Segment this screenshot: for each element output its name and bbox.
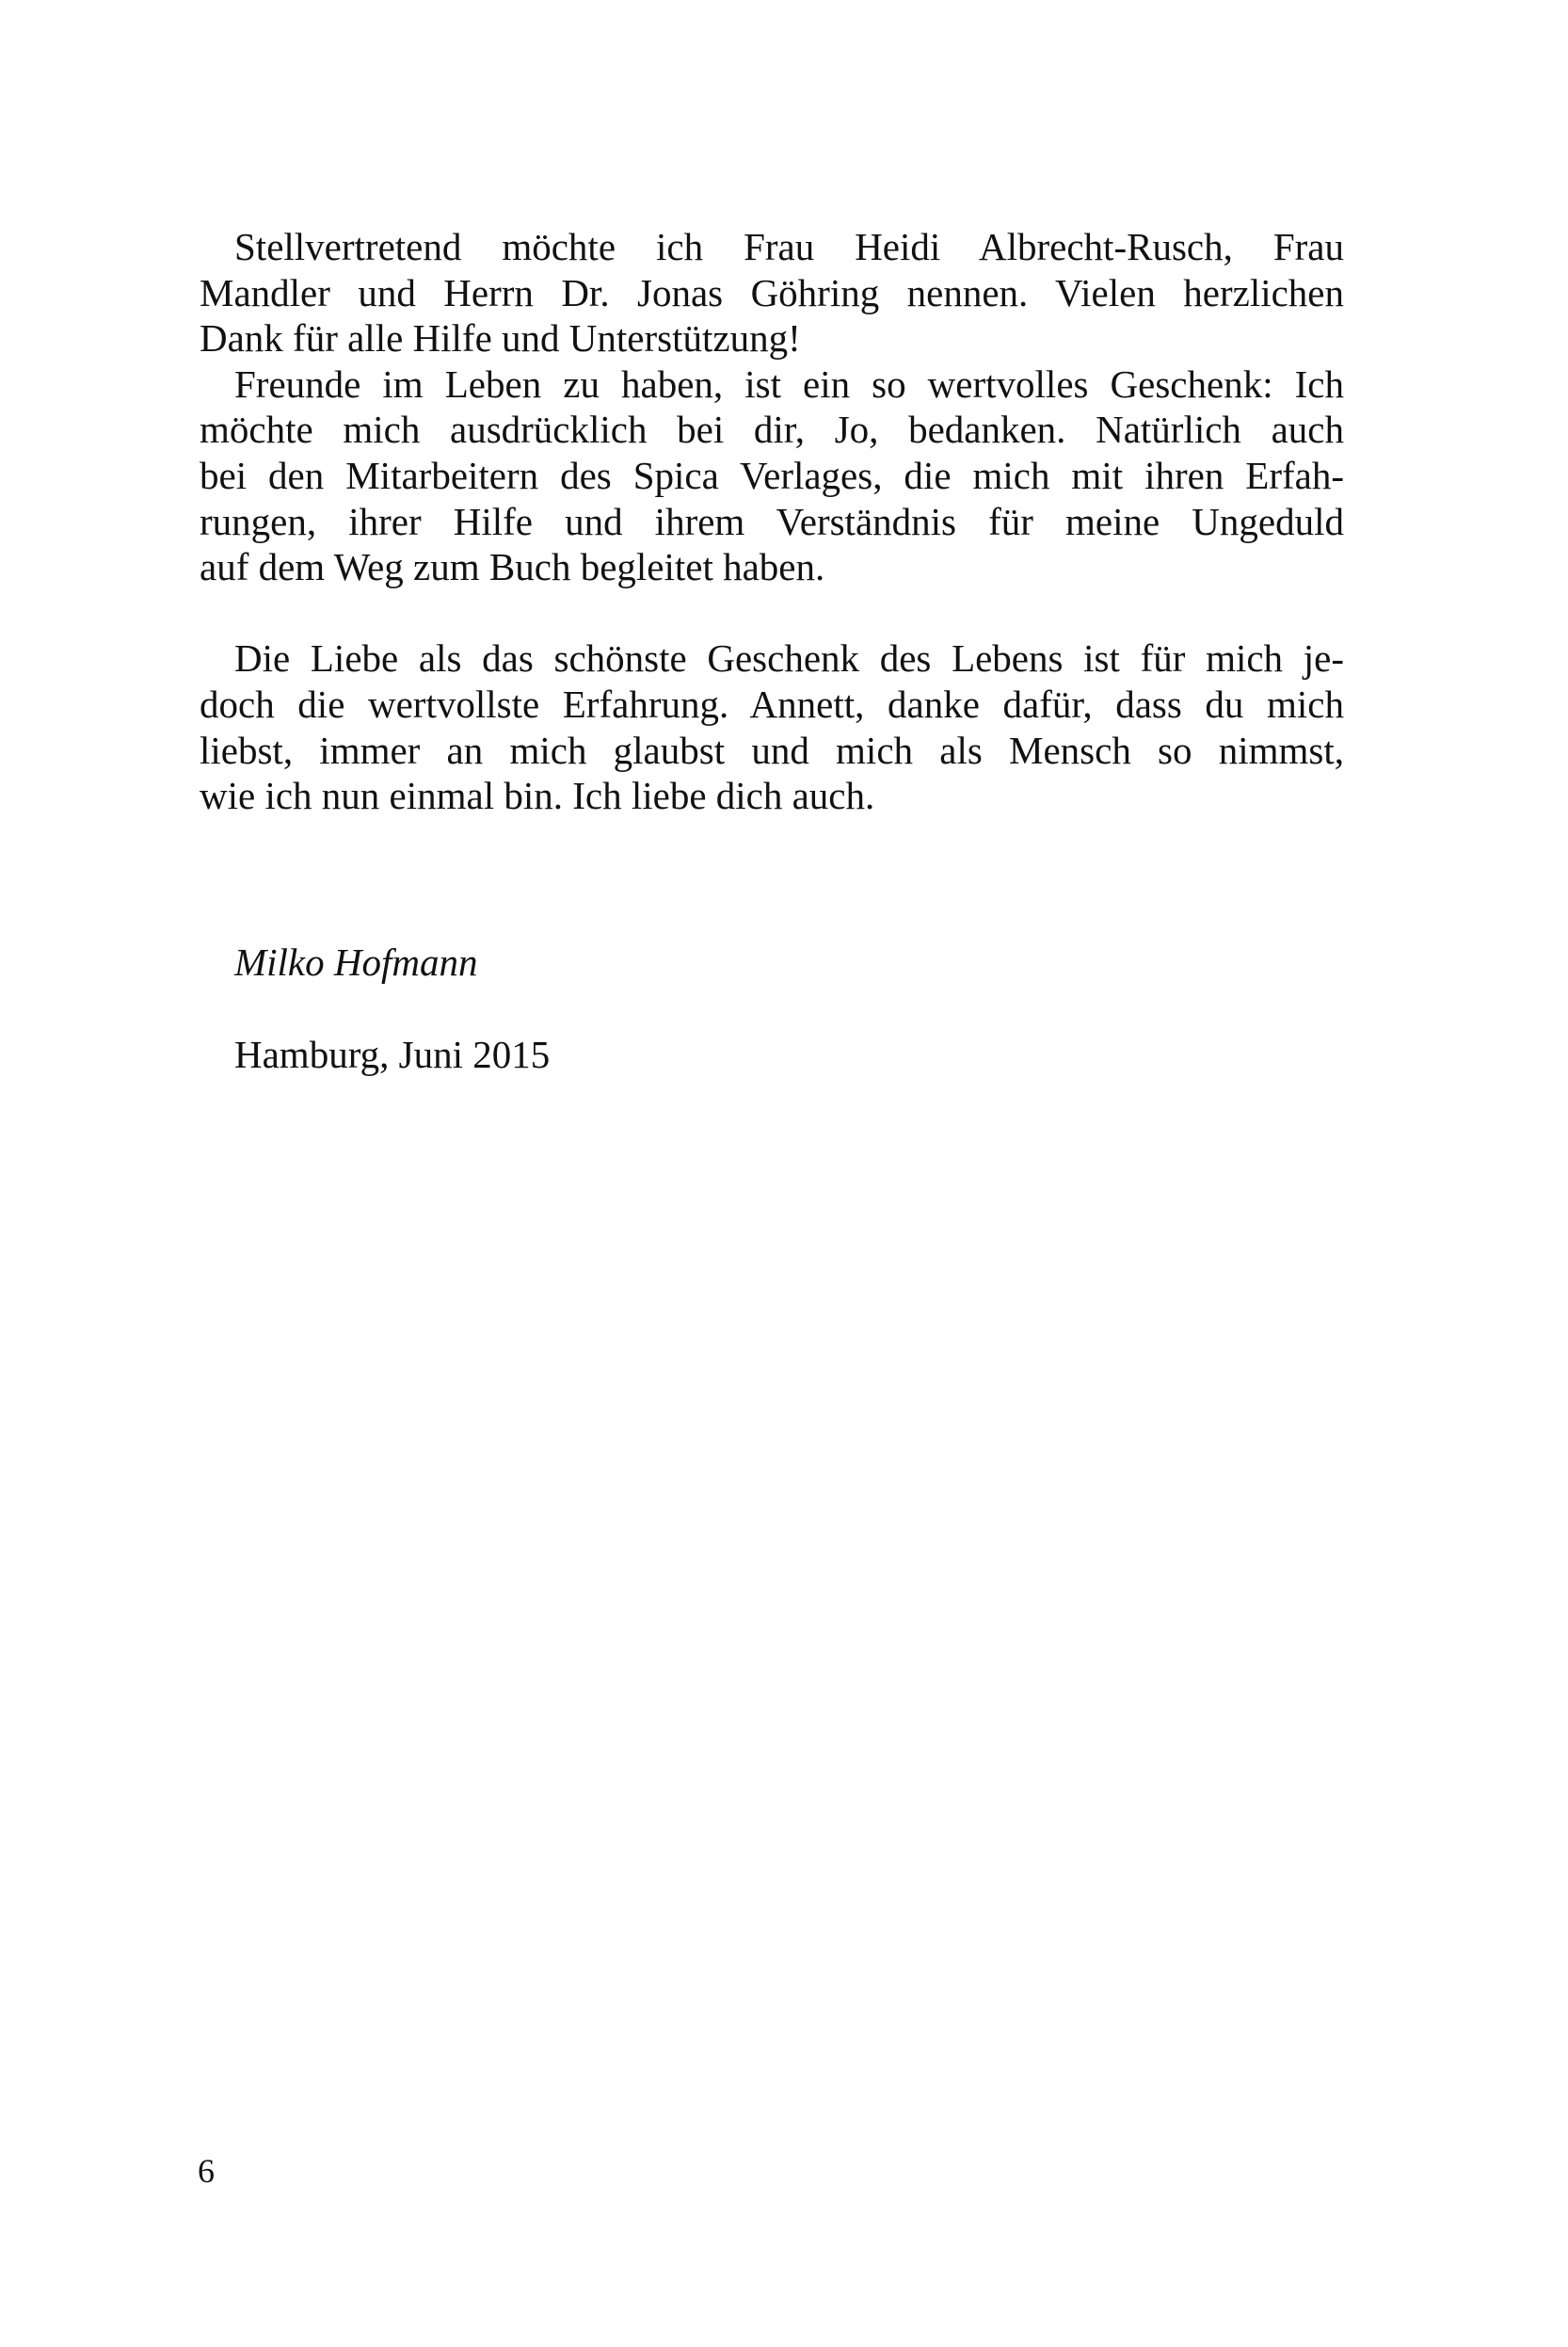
author-signature: Milko Hofmann [234,940,478,984]
text-line: Stellvertretend möchte ich Frau Heidi Albrecht-Rusch, Frau [234,225,1344,268]
paragraph-gap [200,590,1344,636]
text-line: bei den Mitarbeitern des Spica Verlages, die mich mit ihren Erfah- [200,453,1344,497]
text-line: Mandler und Herrn Dr. Jonas Göhring nennen. Vielen herzlichen [200,270,1344,314]
text-line: wie ich nun einmal bin. Ich liebe dich auch. [200,774,875,818]
text-line: auf dem Weg zum Buch begleitet haben. [200,545,825,589]
text-line: doch die wertvollste Erfahrung. Annett, danke dafür, dass du mich [200,682,1344,726]
text-line: möchte mich ausdrücklich bei dir, Jo, bedanken. Natürlich auch [200,408,1344,452]
text-line: Dank für alle Hilfe und Unterstützung! [200,316,801,361]
text-line: liebst, immer an mich glaubst und mich als Mensch so nimmst, [200,728,1344,772]
page-number: 6 [198,2152,215,2190]
text-line: Die Liebe als das schönste Geschenk des Lebens ist für mich je- [234,636,1344,681]
text-line: rungen, ihrer Hilfe und ihrem Verständnis für meine Ungeduld [200,499,1344,543]
text-line: Freunde im Leben zu haben, ist ein so wertvolles Geschenk: Ich [234,362,1344,406]
place-date: Hamburg, Juni 2015 [234,1033,551,1076]
body-text [200,224,1344,819]
